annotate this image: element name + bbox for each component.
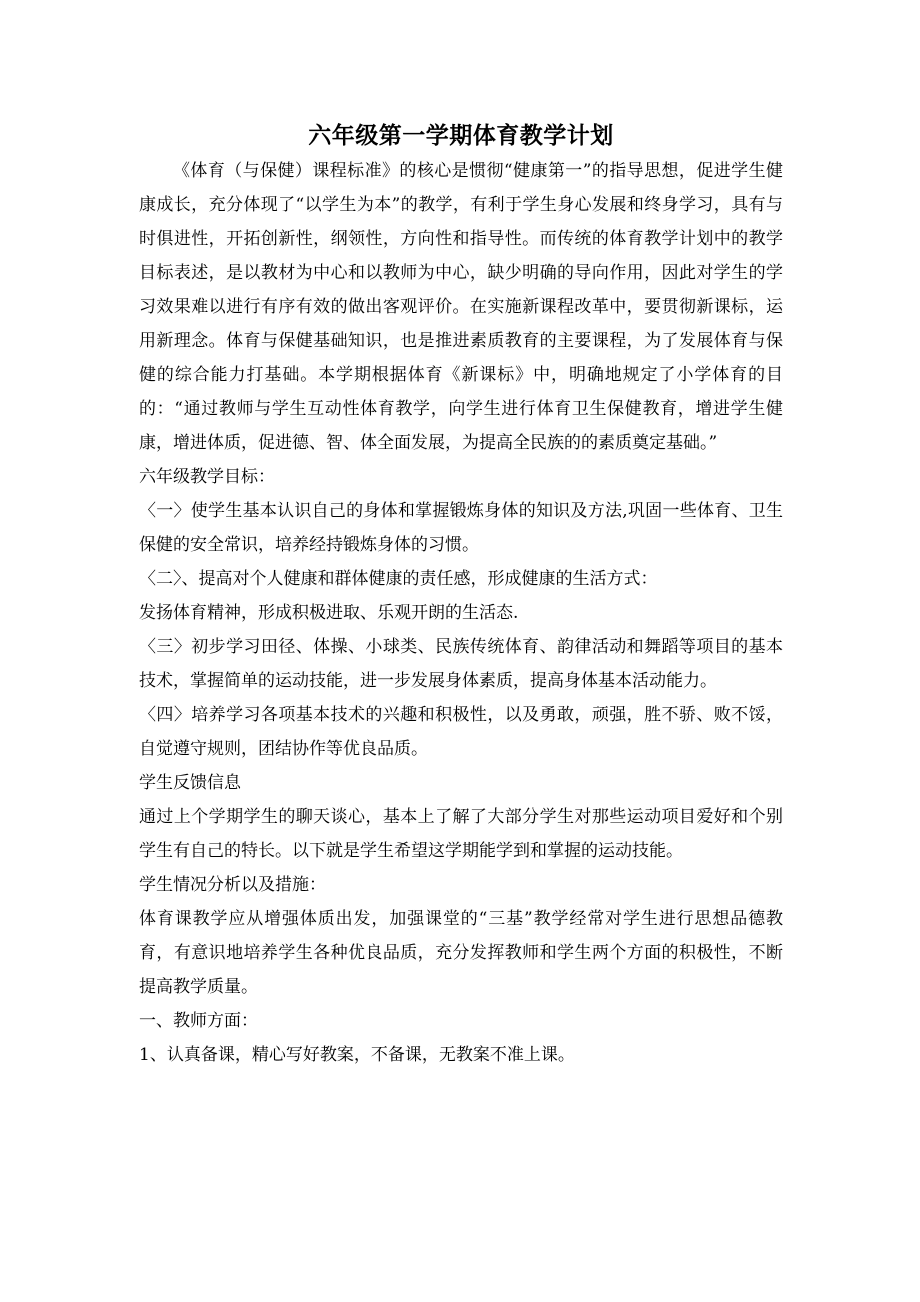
goals-heading: 六年级教学目标： [139,467,275,487]
goal-four: 〈四〉培养学习各项基本技术的兴趣和积极性，以及勇敢，顽强，胜不骄、败不馁，自觉遵守规则，团结协作等优良品质。 [139,705,783,759]
teacher-section-heading: 一、教师方面： [139,1011,258,1031]
feedback-paragraph: 通过上个学期学生的聊天谈心，基本上了解了大部分学生对那些运动项目爱好和个别学生有自己的特长。以下就是学生希望这学期能学到和掌握的运动技能。 [139,807,783,861]
intro-paragraph: 《体育（与保健）课程标准》的核心是惯彻“健康第一”的指导思想，促进学生健康成长，充分体现了“以学生为本”的教学，有利于学生身心发展和终身学习，具有与时俱进性，开拓创新性，纲领性，方向性和指导性。而传统的体育教学计划中的教学目标表述，是以教材为中心和以教师为中心，缺少明确的导向作用，因此对学生的学习效果难以进行有序有效的做出客观评价。在实施新课程改革中，要贯彻新课标，运用新理念。体育与保健基础知识，也是推进素质教育的主要课程，为了发展体育与保健的综合能力打基础。本学期根据体育《新课标》中，明确地规定了小学体育的目的：“通过教师与学生互动性体育教学，向学生进行体育卫生保健教育，增进学生健康，增进体质，促进德、智、体全面发展，为提高全民族的的素质奠定基础。” [139,161,783,453]
document-title: 六年级第一学期体育教学计划 [308,122,614,149]
goal-two: 〈二〉、提高对个人健康和群体健康的责任感，形成健康的生活方式： [139,569,658,589]
analysis-paragraph: 体育课教学应从增强体质出发，加强课堂的“三基”教学经常对学生进行思想品德教育，有意识地培养学生各种优良品质，充分发挥教师和学生两个方面的积极性，不断提高教学质量。 [139,909,783,997]
goal-two-detail: 发扬体育精神，形成积极进取、乐观开朗的生活态. [139,603,519,623]
document-page [139,120,783,1072]
goal-three: 〈三〉初步学习田径、体操、小球类、民族传统体育、韵律活动和舞蹈等项目的基本技术，掌握简单的运动技能，进一步发展身体素质，提高身体基本活动能力。 [139,637,783,691]
analysis-heading: 学生情况分析以及措施： [139,875,326,895]
feedback-heading: 学生反馈信息 [139,773,241,793]
teacher-item-one: 1、认真备课，精心写好教案，不备课，无教案不准上课。 [139,1045,575,1065]
goal-one: 〈一〉使学生基本认识自己的身体和掌握锻炼身体的知识及方法,巩固一些体育、卫生保健的安全常识，培养经持锻炼身体的习惯。 [139,501,783,555]
